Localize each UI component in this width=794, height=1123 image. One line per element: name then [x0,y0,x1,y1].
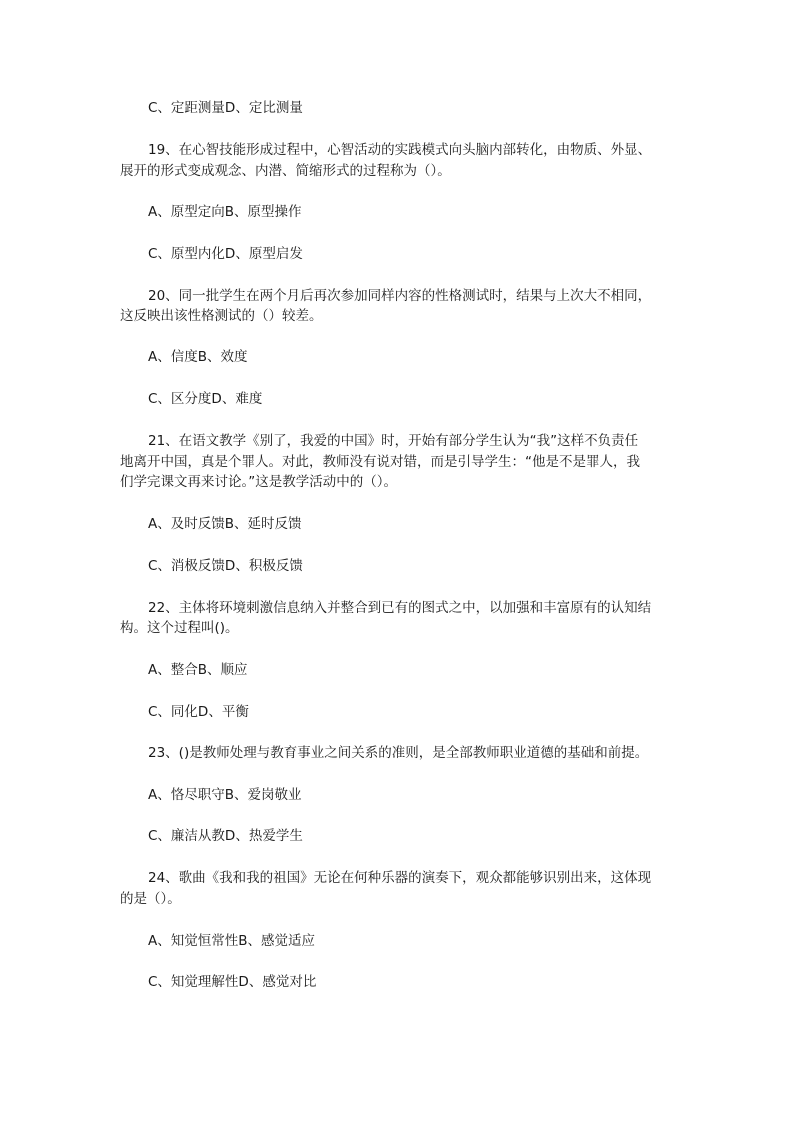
question-24-line-1: 24、歌曲《我和我的祖国》无论在何种乐器的演奏下，观众都能够识别出来，这体现 [148,870,652,886]
question-23-line-1: 23、()是教师处理与教育事业之间关系的准则，是全部教师职业道德的基础和前提。 [148,745,649,761]
option-line-19-cd: C、原型内化D、原型启发 [148,246,303,262]
question-22-line-1: 22、主体将环境刺激信息纳入并整合到已有的图式之中，以加强和丰富原有的认知结 [148,600,652,616]
option-line-18-cd: C、定距测量D、定比测量 [148,100,303,116]
option-line-20-cd: C、区分度D、难度 [148,391,263,407]
option-line-20-ab: A、信度B、效度 [148,349,248,365]
option-line-24-cd: C、知觉理解性D、感觉对比 [148,974,317,990]
question-21-line-2: 地离开中国，真是个罪人。对此，教师没有说对错，而是引导学生：“他是不是罪人，我 [120,454,640,470]
option-line-23-ab: A、恪尽职守B、爱岗敬业 [148,787,302,803]
question-22-line-2: 构。这个过程叫()。 [120,620,239,636]
option-line-23-cd: C、廉洁从教D、热爱学生 [148,828,303,844]
question-24-line-2: 的是（）。 [120,891,181,907]
option-line-22-cd: C、同化D、平衡 [148,704,249,720]
option-line-24-ab: A、知觉恒常性B、感觉适应 [148,933,315,949]
question-21-line-3: 们学完课文再来讨论。”这是教学活动中的（）。 [120,474,397,490]
question-20-line-1: 20、同一批学生在两个月后再次参加同样内容的性格测试时，结果与上次大不相同， [148,288,652,304]
option-line-22-ab: A、整合B、顺应 [148,662,248,678]
question-19-line-2: 展开的形式变成观念、内潜、简缩形式的过程称为（）。 [120,163,451,179]
question-20-line-2: 这反映出该性格测试的（）较差。 [120,308,323,324]
option-line-21-cd: C、消极反馈D、积极反馈 [148,558,303,574]
option-line-19-ab: A、原型定向B、原型操作 [148,204,302,220]
option-line-21-ab: A、及时反馈B、延时反馈 [148,516,302,532]
question-19-line-1: 19、在心智技能形成过程中，心智活动的实践模式向头脑内部转化，由物质、外显、 [148,142,652,158]
question-21-line-1: 21、在语文教学《别了，我爱的中国》时，开始有部分学生认为“我”这样不负责任 [148,433,639,449]
